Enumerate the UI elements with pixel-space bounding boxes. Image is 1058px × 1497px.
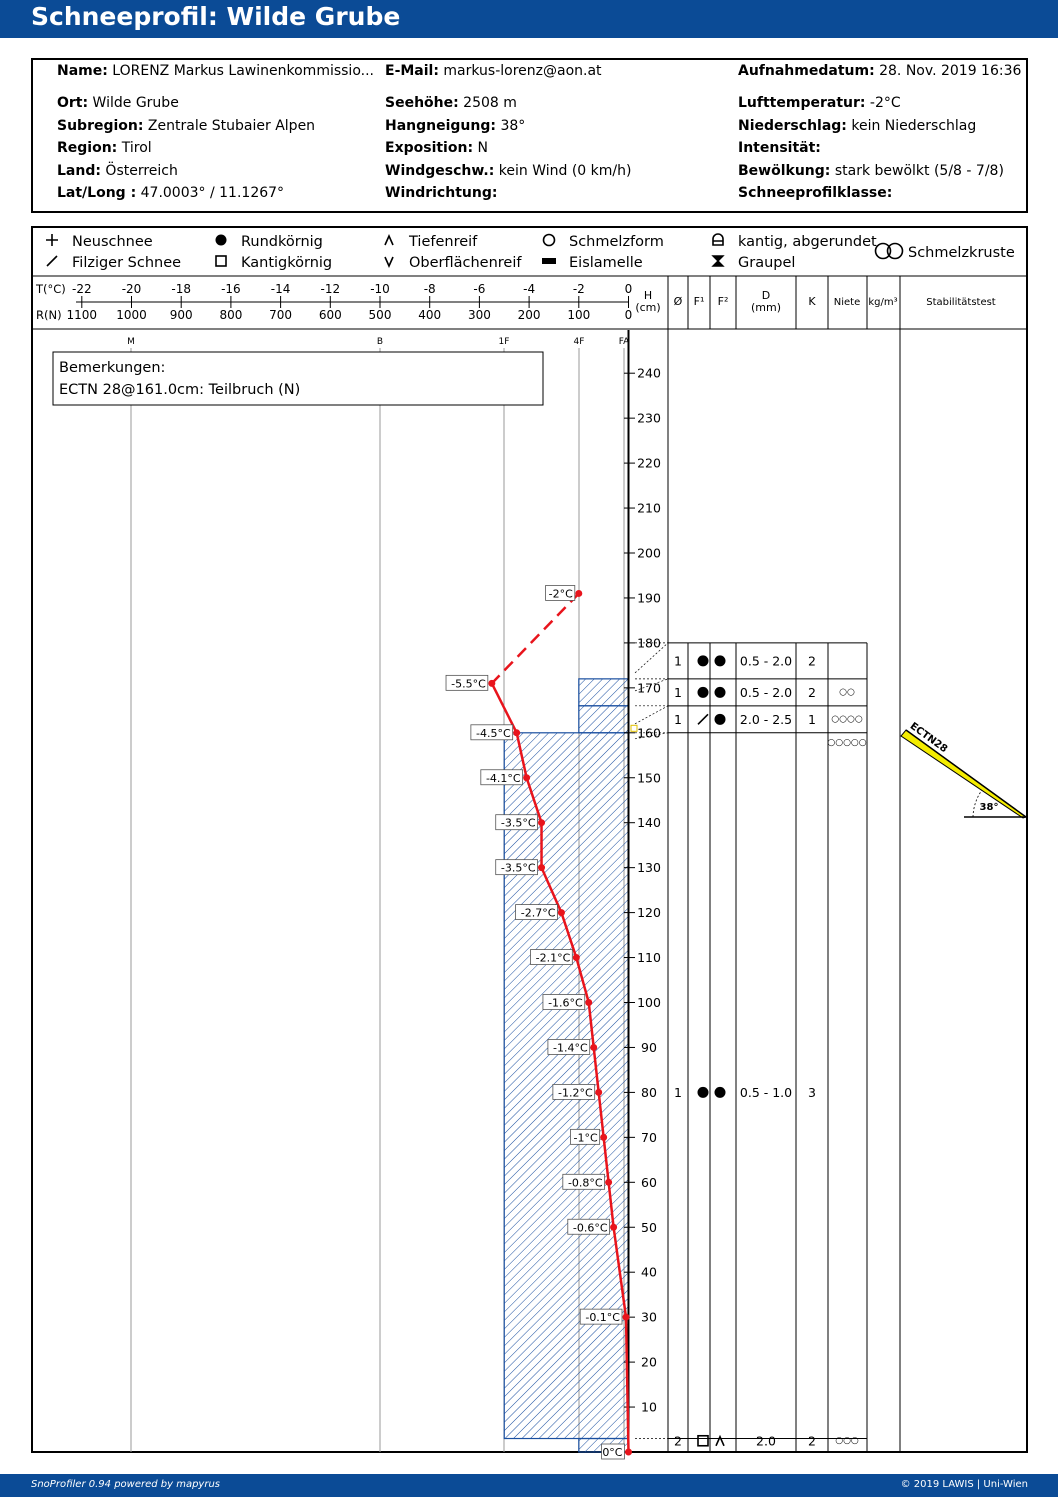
square-icon [698,1436,708,1446]
temp-tick-label: -18 [171,282,192,296]
caret-up-icon [385,236,393,245]
temperature-label: -5.5°C [451,677,486,691]
height-tick-label: 240 [637,365,661,381]
temperature-point [585,999,592,1006]
hourglass-icon [713,256,723,266]
temperature-label: -3.5°C [500,861,536,875]
res-tick-label: 400 [418,308,442,322]
dot-icon [216,235,227,246]
hardness-label: FA [618,337,630,347]
layer-diameter: 1 [674,684,682,700]
header-field: Windrichtung: [385,185,498,201]
layer-diameter: 1 [674,711,682,727]
f2-header: F² [717,295,729,308]
caret-up-icon [385,236,393,245]
temperature-label: -4.1°C [485,771,521,785]
temperature-point [600,1134,607,1141]
circle-icon [544,235,555,246]
hardness-label: B [376,337,384,347]
temp-tick-label: -20 [121,282,142,296]
temperature-point [610,1224,617,1231]
plus-icon [46,234,58,246]
header-field: Lufttemperatur: -2°C [738,95,901,111]
res-tick-label: 200 [517,308,541,322]
hardness-label: 1F [498,337,510,347]
footer [0,1474,1058,1497]
temp-tick-label: -12 [320,282,341,296]
height-unit-header: (cm) [635,301,661,314]
header-field: Bewölkung: stark bewölkt (5/8 - 7/8) [738,162,1004,179]
height-tick-label: 120 [637,905,661,921]
slash-icon [698,714,708,724]
height-tick-label: 180 [637,635,661,651]
height-header: H [643,289,653,302]
temperature-point [573,954,580,961]
temperature-point [623,1314,630,1321]
header-field: Hangneigung: 38° [385,117,526,134]
rounded-square-icon [713,234,723,245]
layer-k: 2 [808,684,816,700]
res-tick-label: 800 [219,308,243,322]
hardness-label: M [127,337,135,347]
temperature-label: -3.5°C [500,816,536,830]
legend-label: Oberflächenreif [409,255,522,271]
legend-label: Filziger Schnee [72,255,182,271]
double-circle-icon [876,244,903,259]
layer-connector [635,706,668,724]
temperature-segment [492,593,579,683]
dot-icon [715,655,726,666]
header-field: Seehöhe: 2508 m [385,95,517,111]
layer-niete: ○○○○○ [827,737,867,748]
temperature-label: -1.2°C [558,1086,593,1100]
temperature-point [625,1449,632,1456]
temperature-label: 0°C [602,1446,623,1459]
height-tick-label: 230 [637,410,661,426]
dot-icon [698,687,709,698]
hardness-bar [579,706,629,733]
height-tick-label: 110 [637,950,661,966]
density-header: kg/m³ [868,297,898,308]
footer-credit: SnoProfiler 0.94 powered by mapyrus [31,1479,221,1490]
layer-niete: ○○○○ [831,714,863,725]
height-tick-label: 190 [637,590,661,606]
layer-grain-size: 2.0 - 2.5 [739,711,793,727]
legend-label: Schmelzkruste [908,245,1015,261]
temperature-point [538,864,545,871]
legend-label: Neuschnee [72,234,153,250]
res-tick-label: 1100 [66,308,98,322]
res-tick-label: 100 [567,308,591,322]
temperature-point [595,1089,602,1096]
ectn-slope [906,730,1026,817]
dot-icon [216,235,227,246]
slash-icon [698,714,708,724]
caret-down-icon [385,257,393,266]
legend-label: Rundkörnig [241,234,323,250]
temperature-label: -0.6°C [572,1221,608,1235]
res-tick-label: 1000 [116,308,147,322]
res-tick-label: 900 [169,308,193,322]
res-tick-label: 300 [467,308,491,322]
height-tick-label: 140 [637,815,661,831]
header-field: Ort: Wilde Grube [57,95,179,111]
header-field: Name: LORENZ Markus Lawinenkommissio... [57,63,374,79]
dot-icon [715,1087,726,1098]
header-field: Subregion: Zentrale Stubaier Alpen [57,117,316,134]
res-tick-label: 0 [624,308,633,322]
header-field: Intensität: [738,140,821,156]
layer-k: 3 [808,1084,816,1100]
header-field: Schneeprofilklasse: [738,185,893,201]
header-field: Land: Österreich [57,162,178,179]
circle-icon [544,235,555,246]
d-unit-header: (mm) [750,301,782,314]
dot-icon [698,687,709,698]
layer-niete: ○○○ [835,1435,859,1446]
dot-icon [715,687,726,698]
height-tick-label: 150 [637,770,661,786]
square-icon [698,1436,708,1446]
dot-icon [715,687,726,698]
res-axis-label: R(N) [36,308,62,322]
header-field: Lat/Long : 47.0003° / 11.1267° [57,185,285,201]
dot-icon [698,655,709,666]
plus-icon [46,234,58,246]
slash-icon [47,256,57,266]
height-tick-label: 70 [641,1129,657,1145]
height-tick-label: 10 [641,1399,657,1415]
legend-label: Schmelzform [569,234,664,250]
height-tick-label: 200 [637,545,661,561]
temp-tick-label: -4 [523,282,536,296]
slash-icon [47,256,57,266]
temp-tick-label: 0 [624,282,633,296]
temperature-label: -2°C [548,587,573,601]
temperature-point [575,590,582,597]
header-field: Windgeschw.: kein Wind (0 km/h) [385,162,632,179]
temperature-point [513,729,520,736]
temperature-point [488,680,495,687]
dot-icon [715,1087,726,1098]
k-header: K [808,295,816,308]
layer-grain-size: 0.5 - 2.0 [739,653,793,669]
height-tick-label: 20 [641,1354,657,1370]
height-tick-label: 220 [637,455,661,471]
temperature-point [590,1044,597,1051]
hourglass-icon [713,256,723,266]
layer-diameter: 1 [674,653,682,669]
page-title: Schneeprofil: Wilde Grube [31,2,401,31]
layer-grain-size: 0.5 - 1.0 [739,1084,793,1100]
temp-axis-label: T(°C) [36,282,66,296]
bar-icon [542,258,556,264]
height-tick-label: 210 [637,500,661,516]
temperature-point [605,1179,612,1186]
temp-tick-label: -6 [473,282,486,296]
temp-tick-label: -10 [370,282,390,296]
remarks-title: Bemerkungen: [59,360,166,376]
temperature-label: -1°C [573,1131,598,1145]
temp-tick-label: -22 [71,282,92,296]
bar-icon [542,258,556,264]
temp-tick-label: -16 [221,282,241,296]
layer-niete: ○○ [839,687,855,698]
temperature-label: -0.1°C [585,1311,621,1325]
square-icon [216,256,226,266]
height-tick-label: 50 [641,1219,657,1235]
layer-k: 2 [808,1433,816,1449]
diameter-header: Ø [673,295,683,308]
dot-icon [715,714,726,725]
height-tick-label: 40 [641,1264,657,1280]
height-tick-label: 160 [637,725,661,741]
height-tick-label: 90 [641,1039,657,1055]
layer-k: 1 [808,711,816,727]
temperature-label: -2.7°C [520,906,556,920]
height-tick-label: 60 [641,1174,657,1190]
height-tick-label: 80 [641,1084,657,1100]
ectn-label: ECTN28 [907,720,950,756]
header-field: Niederschlag: kein Niederschlag [738,117,977,134]
height-tick-label: 100 [637,995,661,1010]
layer-diameter: 1 [674,1084,682,1100]
temperature-label: -1.4°C [553,1041,588,1055]
header-field: Aufnahmedatum: 28. Nov. 2019 16:36 [738,63,1022,79]
temp-tick-label: -14 [270,282,291,296]
res-tick-label: 500 [368,308,392,322]
d-header: D [761,289,771,302]
res-tick-label: 600 [318,308,342,322]
rounded-square-icon [713,234,723,245]
height-tick-label: 30 [641,1309,657,1325]
legend-label: Eislamelle [569,255,643,271]
ectn-angle-label: 38° [979,802,999,813]
temp-tick-label: -2 [572,282,585,296]
temperature-label: -0.8°C [567,1176,603,1190]
temperature-point [523,774,530,781]
temp-tick-label: -8 [423,282,436,296]
remarks-text: ECTN 28@161.0cm: Teilbruch (N) [59,382,301,398]
temperature-label: -1.6°C [548,996,583,1010]
stability-header: Stabilitätstest [926,297,996,308]
caret-down-icon [385,257,393,266]
footer-copyright: © 2019 LAWIS | Uni-Wien [900,1479,1028,1490]
legend-label: Tiefenreif [409,234,478,250]
niete-header: Niete [833,297,861,308]
temperature-label: -4.5°C [476,726,511,740]
header-field: E-Mail: markus-lorenz@aon.at [385,63,602,79]
temperature-point [538,819,545,826]
f1-header: F¹ [693,295,705,308]
hardness-bar [579,679,629,706]
layer-grain-size: 2.0 [756,1433,776,1449]
header-field: Exposition: N [385,140,488,156]
layer-k: 2 [808,653,816,669]
legend-label: kantig, abgerundet [738,234,877,250]
res-tick-label: 700 [269,308,293,322]
layer-grain-size: 0.5 - 2.0 [739,684,793,700]
ectn-band [901,730,1026,818]
height-tick-label: 130 [637,860,661,876]
dot-icon [715,714,726,725]
temperature-label: -2.1°C [535,951,571,965]
temperature-point [558,909,565,916]
hardness-label: 4F [573,337,585,347]
dot-icon [715,655,726,666]
dot-icon [698,1087,709,1098]
height-tick-label: 170 [637,680,661,696]
dot-icon [698,1087,709,1098]
legend-label: Kantigkörnig [241,255,333,271]
legend-label: Graupel [738,255,796,271]
square-icon [216,256,226,266]
dot-icon [698,655,709,666]
header-field: Region: Tirol [57,140,152,156]
layer-diameter: 2 [674,1433,682,1449]
